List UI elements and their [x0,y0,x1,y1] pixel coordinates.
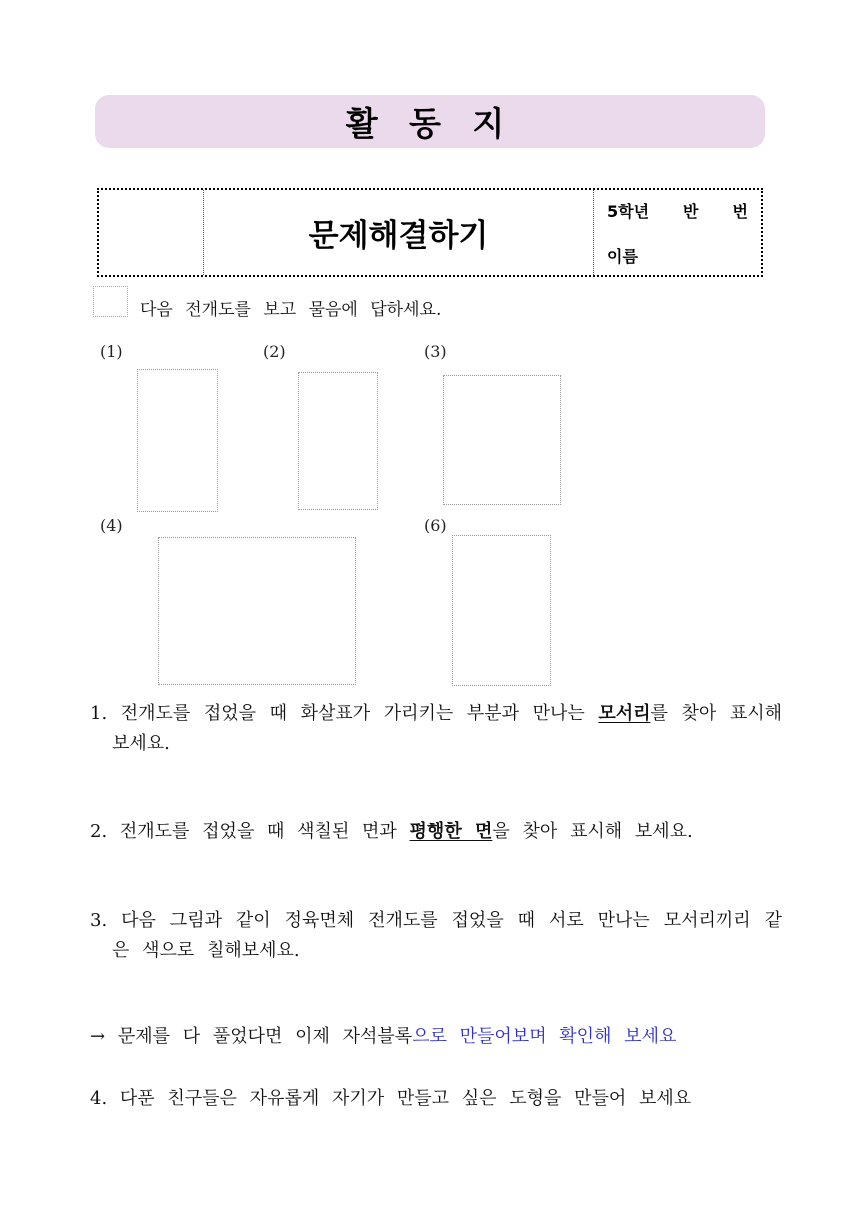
net-answer-box-6 [452,535,551,686]
net-label-4: (4) [100,516,123,535]
question-2-text: 2. 전개도를 접었을 때 색칠된 면과 [90,821,410,842]
question-4: 4. 다푼 친구들은 자유롭게 자기가 만들고 싶은 도형을 만들어 보세요 [90,1088,692,1109]
arrow-icon: → [90,1026,106,1047]
grade-label: 5학년 [607,202,650,221]
follow-up-note [90,1022,782,1052]
lesson-title-cell [204,190,593,275]
net-answer-box-4 [158,537,356,685]
intro-prompt: 다음 전개도를 보고 물음에 답하세요. [140,300,442,320]
question-1-text-after: 를 찾아 표시해 보세요. [112,703,782,754]
number-label: 번 [732,202,748,221]
net-label-6: (6) [424,516,447,535]
net-label-2: (2) [263,342,286,361]
net-answer-box-2 [298,372,378,510]
activity-banner [95,95,765,148]
net-answer-box-1 [137,369,218,512]
net-label-1: (1) [100,342,123,361]
activity-banner-title: 활 동 지 [345,104,515,143]
question-3: 3. 다음 그림과 같이 정육면체 전개도를 접었을 때 서로 만나는 모서리끼리 같은 색으로 칠해보세요. [90,910,782,961]
name-label: 이름 [607,247,638,266]
note-text: 문제를 다 풀었다면 이제 자석블록 [105,1026,413,1047]
note-text-blue: 으로 만들어보며 확인해 보세요 [412,1026,677,1047]
lesson-title: 문제해결하기 [308,218,489,254]
intro-marker-box [93,286,128,317]
question-2 [90,817,782,847]
student-info-cell [593,190,761,275]
question-2-term: 평행한 면 [409,821,493,842]
header-table [97,188,763,277]
header-empty-cell [99,190,204,275]
net-answer-box-3 [443,375,561,505]
net-label-3: (3) [424,342,447,361]
question-1-term: 모서리 [598,703,651,724]
question-1 [90,699,782,759]
class-label: 반 [683,202,699,221]
question-1-text: 1. 전개도를 접었을 때 화살표가 가리키는 부분과 만나는 [90,703,599,724]
grade-row [607,199,751,222]
question-2-text-after: 을 찾아 표시해 보세요. [492,821,693,842]
